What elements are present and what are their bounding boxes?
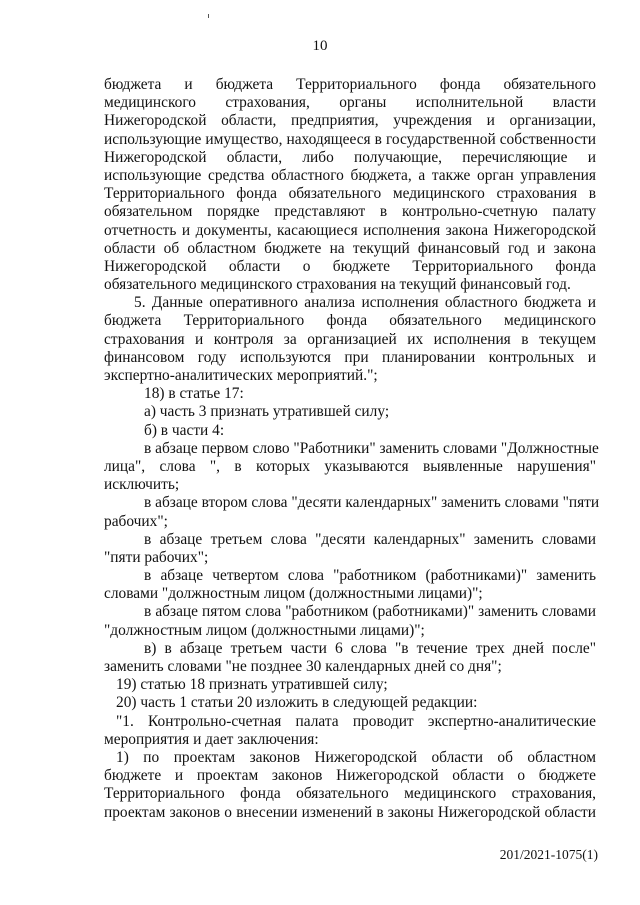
text-line: Территориального фонда обязательного медицинского страхования в (104, 185, 596, 203)
text-line: медицинского страхования, органы исполнительной власти (104, 94, 596, 112)
text-line: Нижегородской области, предприятия, учреждения и организации, (104, 112, 596, 130)
text-line: в) в абзаце третьем части 6 слова "в течение трех дней после" (144, 639, 596, 657)
text-line: страхования и контроля за организацией их исполнения в текущем (104, 330, 596, 348)
page-number: 10 (312, 38, 328, 54)
text-line: мероприятия и дает заключения: (104, 730, 319, 748)
text-line: 20) часть 1 статьи 20 изложить в следующей редакции: (116, 694, 478, 712)
text-line: обязательном порядке представляют в контрольно-счетную палату (104, 203, 596, 221)
text-line: экспертно-аналитических мероприятий."; (104, 367, 378, 384)
text-line: бюджета и бюджета Территориального фонда обязательного (104, 76, 596, 93)
text-line: Нижегородской области о бюджете Территориального фонда (104, 257, 596, 275)
text-line: б) в части 4: (144, 421, 225, 439)
text-line: в абзаце пятом слова "работником (работниками)" заменить словами (144, 603, 596, 621)
text-line: в абзаце третьем слова "десяти календарных" заменить словами (144, 530, 596, 548)
text-line: заменить словами "не позднее 30 календарных дней со дня"; (104, 658, 502, 675)
text-line: использующие имущество, находящееся в государственной собственности (104, 130, 596, 148)
text-line: исключить; (104, 476, 180, 494)
text-line: "1. Контрольно-счетная палата проводит экспертно-аналитические (116, 712, 596, 730)
text-line: "должностным лицом (должностными лицами)"; (104, 621, 425, 639)
text-line: Территориального фонда обязательного медицинского страхования, (104, 785, 596, 803)
text-line: использующие средства областного бюджета, а также орган управления (104, 166, 596, 184)
text-line: в абзаце первом слово "Работники" заменить словами "Должностные (144, 439, 599, 457)
text-line: 1) по проектам законов Нижегородской области об областном (116, 748, 596, 766)
text-line: обязательного медицинского страхования на текущий финансовый год. (104, 276, 571, 294)
text-line: рабочих"; (104, 512, 168, 530)
text-line: бюджета Территориального фонда обязательного медицинского (104, 312, 596, 330)
text-line: бюджете и проектам законов Нижегородской области о бюджете (104, 767, 596, 785)
document-code: 201/2021-1075(1) (499, 847, 598, 862)
text-line: Нижегородской области, либо получающие, перечисляющие и (104, 148, 596, 166)
text-line: а) часть 3 признать утратившей силу; (144, 403, 390, 421)
document-body (104, 76, 600, 822)
text-line: 18) в статье 17: (144, 385, 244, 403)
scan-mark (208, 14, 209, 18)
text-line: словами "должностным лицом (должностными лицами)"; (104, 585, 483, 603)
text-line: 19) статью 18 признать утратившей силу; (116, 676, 388, 694)
text-line: лица", слова ", в которых указываются выявленные нарушения" (104, 457, 596, 475)
text-line: в абзаце втором слова "десяти календарных" заменить словами "пяти (144, 494, 600, 512)
text-line: области об областном бюджете на текущий финансовый год и закона (104, 239, 596, 257)
text-line: 5. Данные оперативного анализа исполнения областного бюджета и (134, 294, 596, 312)
text-line: финансовом году используются при планировании контрольных и (104, 348, 596, 366)
text-line: в абзаце четвертом слова "работником (работниками)" заменить (144, 567, 596, 585)
text-line: отчетность и документы, касающиеся исполнения закона Нижегородской (104, 221, 596, 239)
text-line: проектам законов о внесении изменений в законы Нижегородской области (104, 803, 596, 821)
text-line: "пяти рабочих"; (104, 548, 209, 566)
